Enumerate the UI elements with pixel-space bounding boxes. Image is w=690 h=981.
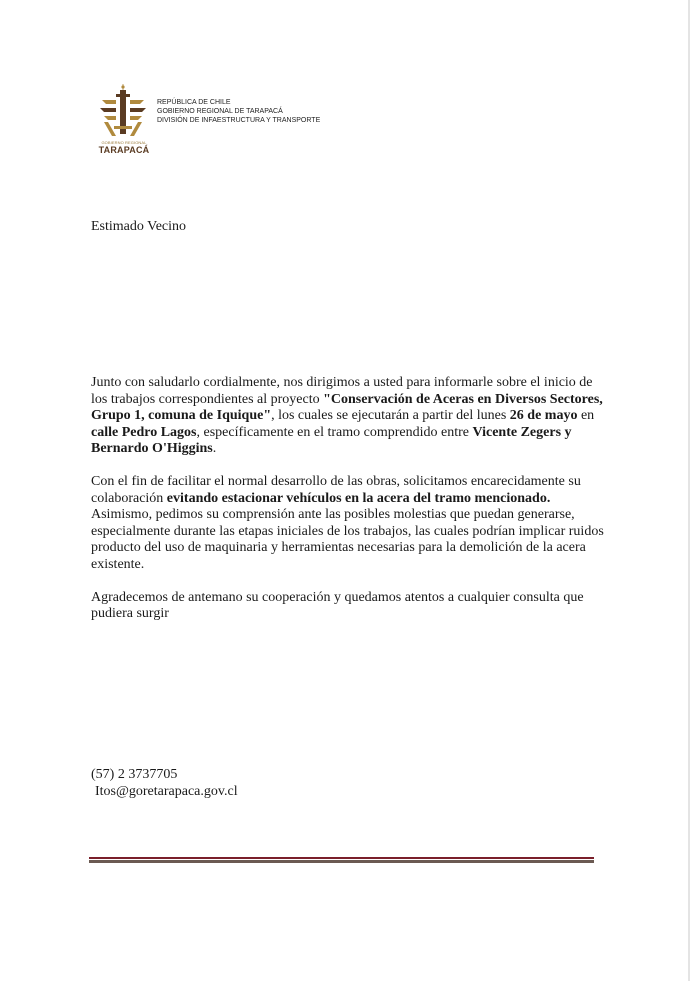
gore-tarapaca-logo [94, 82, 154, 162]
letterhead-line-government: GOBIERNO REGIONAL DE TARAPACÁ [157, 108, 283, 115]
paragraph-intro-text-5: . [212, 441, 217, 457]
phone-number: (57) 2 3737705 [91, 767, 178, 782]
paragraph-request [91, 474, 611, 574]
contact-info [91, 766, 238, 800]
greeting: Estimado Vecino [91, 219, 187, 234]
email-address[interactable]: Itos@goretarapaca.gov.cl [95, 784, 238, 799]
paragraph-request-text-1: Con el fin de facilitar el normal desarrollo de las obras, solicitamos encarecidamente su colaboración [91, 473, 581, 506]
start-date: 26 de mayo [509, 408, 578, 424]
paragraph-intro-text-2: , los cuales se ejecutarán a partir del lunes [271, 408, 510, 424]
paragraph-intro-text-4: , específicamente en el tramo comprendido entre [196, 424, 473, 440]
paragraph-intro-text-3: en [577, 408, 595, 424]
paragraph-intro-text-1: Junto con saludarlo cordialmente, nos dirigimos a usted para informarle sobre el inicio de los trabajos correspondientes al proyecto [91, 375, 593, 407]
paragraph-request-text-2: Asimismo, pedimos su comprensión ante las posibles molestias que puedan generarse, especialmente durante las etapas iniciales de los trabajos, las cuales podrían implicar ruidos producto del uso de maquinaria y herramientas necesarias para la demolición de la acera existente. [91, 507, 604, 572]
logo-name: TARAPACÁ [98, 145, 150, 155]
street-section: Vicente Zegers y Bernardo O'Higgins [91, 424, 572, 457]
paragraph-thanks: Agradecemos de antemano su cooperación y quedamos atentos a cualquier consulta que pudiera surgir [91, 589, 584, 622]
coat-of-arms-icon [94, 82, 154, 140]
letterhead-line-country: REPÚBLICA DE CHILE [157, 99, 231, 106]
street-name: calle Pedro Lagos [91, 424, 197, 440]
letterhead-text [157, 98, 320, 125]
logo-small-text: GOBIERNO REGIONAL [101, 140, 147, 145]
letterhead-line-division: DIVISIÓN DE INFAESTRUCTURA Y TRANSPORTE [157, 117, 321, 124]
letter-body [91, 375, 611, 639]
paragraph-intro [91, 375, 611, 458]
footer-divider [89, 857, 594, 863]
project-name: "Conservación de Aceras en Diversos Sectores, Grupo 1, comuna de Iquique" [91, 391, 603, 424]
parking-request: evitando estacionar vehículos en la acera del tramo mencionado. [166, 490, 551, 506]
